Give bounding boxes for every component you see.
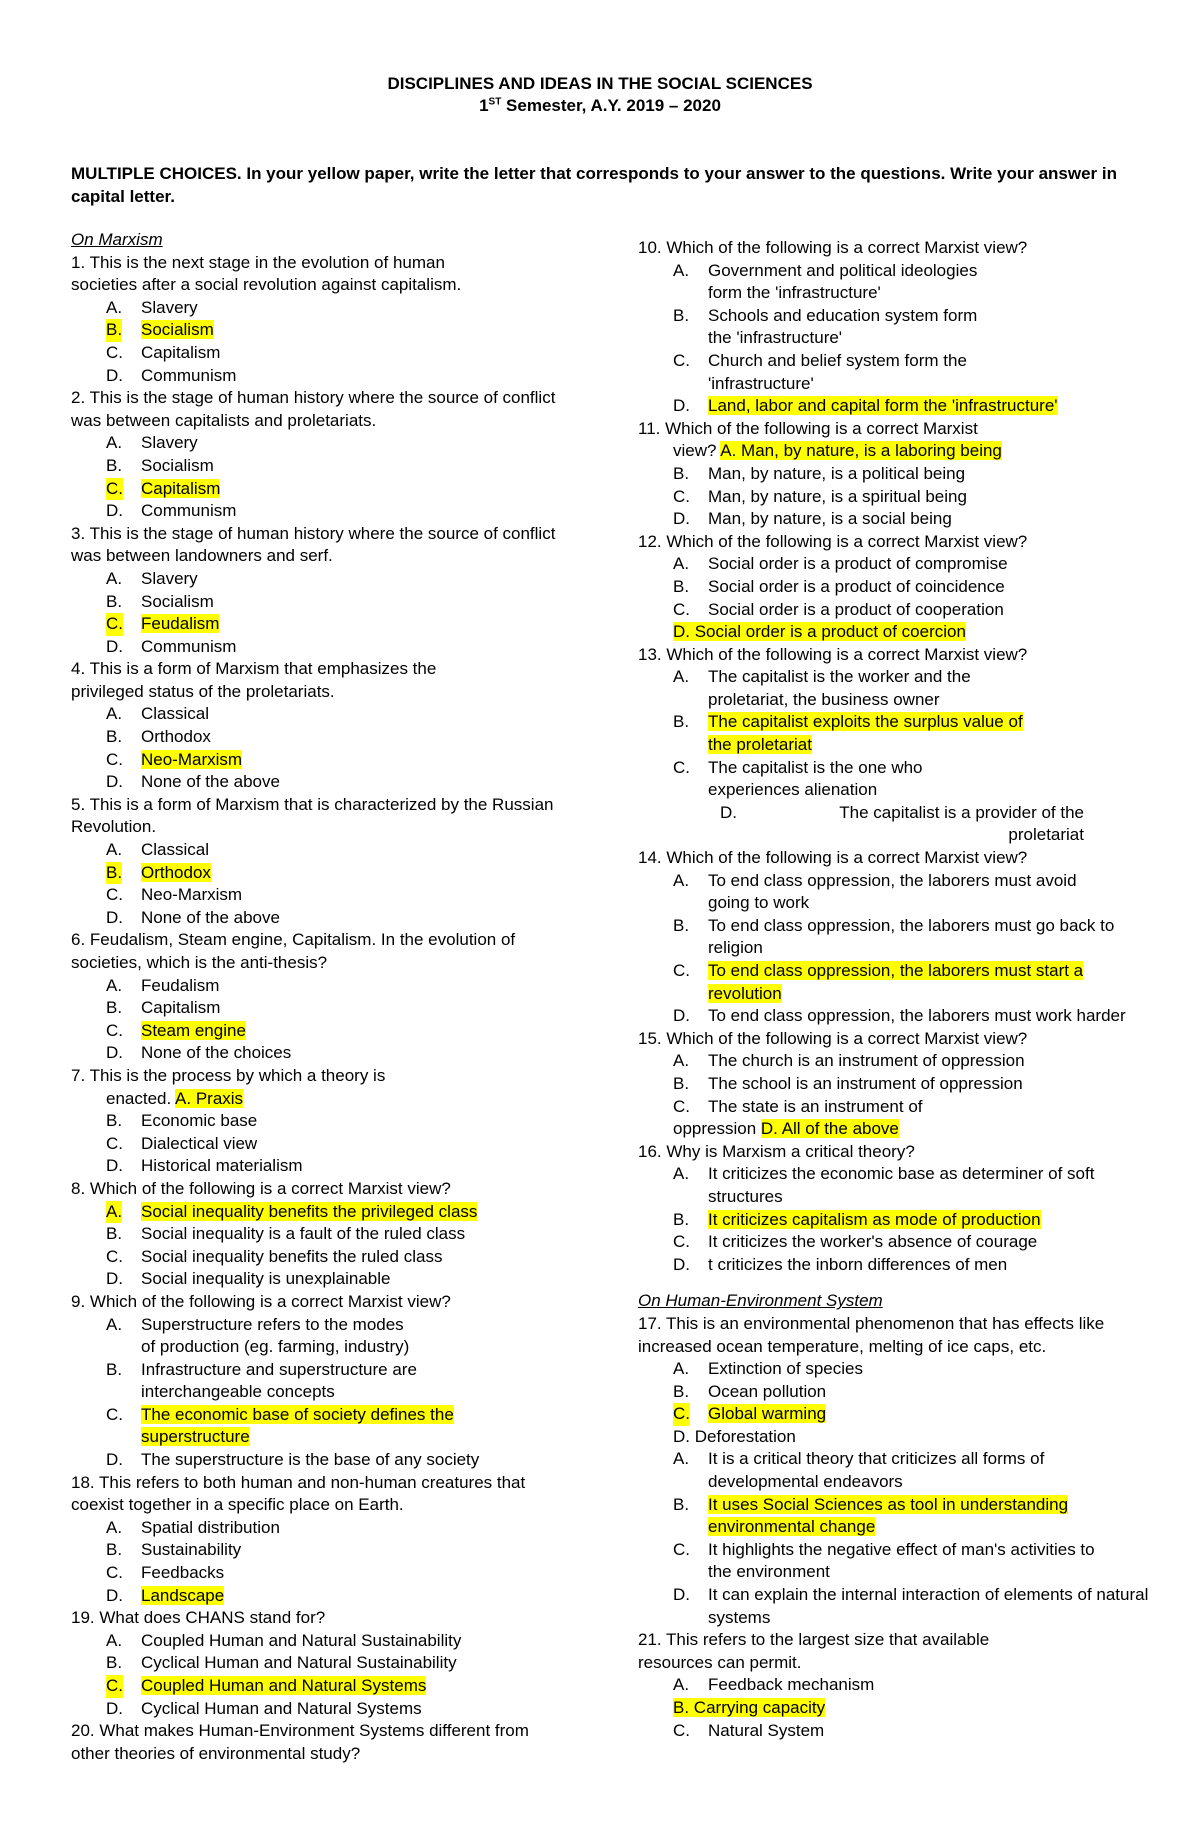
question-stem: 18. This refers to both human and non-human creatures that coexist together in a specific place on Earth. bbox=[71, 1472, 526, 1515]
question-4 bbox=[71, 658, 571, 794]
option-d: D. The superstructure is the base of any society bbox=[106, 1450, 480, 1470]
option-c: C. Social inequality benefits the ruled class bbox=[106, 1246, 443, 1266]
option-a: A. The church is an instrument of oppression bbox=[673, 1051, 1025, 1071]
option-c: C. Capitalism bbox=[106, 342, 221, 362]
option-d: D. Social order is a product of coercion bbox=[673, 622, 966, 642]
option-a: A. Slavery bbox=[106, 433, 198, 453]
question-7 bbox=[71, 1065, 571, 1178]
question-stem: 1. This is the next stage in the evolution of human societies after a social revolution against capitalism. bbox=[71, 252, 462, 295]
option-b: B. Social order is a product of coincidence bbox=[673, 576, 1005, 596]
option-d: D. Landscape bbox=[106, 1585, 225, 1605]
question-stem: 7. This is the process by which a theory is bbox=[71, 1065, 386, 1085]
question-stem: 9. Which of the following is a correct Marxist view? bbox=[71, 1291, 451, 1311]
question-stem: 12. Which of the following is a correct Marxist view? bbox=[638, 531, 1028, 551]
option-a: A. The capitalist is the worker and the proletariat, the business owner bbox=[673, 667, 971, 709]
option-b: B. To end class oppression, the laborers must go back to religion bbox=[673, 915, 1115, 958]
option-b: B. Socialism bbox=[106, 591, 214, 611]
option-a: A. It is a critical theory that criticizes all forms of developmental endeavors bbox=[673, 1449, 1045, 1492]
option-b: B. Orthodox bbox=[106, 727, 211, 747]
question-stem: 11. Which of the following is a correct Marxist bbox=[638, 418, 978, 438]
option-d: D. Communism bbox=[106, 365, 237, 385]
option-a: A. To end class oppression, the laborers must avoid going to work bbox=[673, 870, 1077, 913]
option-b: B. Orthodox bbox=[71, 862, 571, 885]
option-d: D. Social inequality is unexplainable bbox=[106, 1269, 391, 1289]
option-b: B. Ocean pollution bbox=[673, 1381, 827, 1401]
question-stem: 13. Which of the following is a correct Marxist view? bbox=[638, 644, 1028, 664]
question-stem: 20. What makes Human-Environment Systems different from other theories of environmental study? bbox=[71, 1721, 529, 1763]
document-title: DISCIPLINES AND IDEAS IN THE SOCIAL SCIENCES bbox=[387, 74, 813, 93]
question-20 bbox=[71, 1720, 571, 1765]
option-d: D. Cyclical Human and Natural Systems bbox=[106, 1698, 422, 1718]
option-b: B. Infrastructure and superstructure are interchangeable concepts bbox=[106, 1359, 417, 1402]
question-stem: 15. Which of the following is a correct Marxist view? bbox=[638, 1028, 1028, 1048]
option-c: C. Social order is a product of cooperation bbox=[673, 599, 1004, 619]
option-b: B. It criticizes capitalism as mode of production bbox=[673, 1209, 1041, 1229]
question-stem: 14. Which of the following is a correct Marxist view? bbox=[638, 848, 1028, 868]
option-c: C. Neo-Marxism bbox=[106, 749, 243, 769]
option-a: A. Social inequality benefits the privileged class bbox=[71, 1201, 571, 1224]
question-stem: 4. This is a form of Marxism that emphasizes the privileged status of the proletariats. bbox=[71, 659, 437, 701]
option-a: A. Slavery bbox=[106, 568, 198, 588]
option-c: C. To end class oppression, the laborers must start a revolution bbox=[673, 961, 1084, 1003]
topic-heading: On Marxism bbox=[71, 230, 163, 249]
question-12 bbox=[638, 531, 1148, 644]
option-c: C. Global warming bbox=[638, 1403, 1148, 1426]
option-b: B. Social inequality is a fault of the ruled class bbox=[106, 1224, 466, 1244]
option-d: oppression D. All of the above bbox=[673, 1119, 899, 1139]
question-14 bbox=[638, 847, 1148, 1028]
option-c: C. Natural System bbox=[673, 1720, 825, 1740]
option-d: D. Man, by nature, is a social being bbox=[673, 509, 952, 529]
instructions: MULTIPLE CHOICES. In your yellow paper, write the letter that corresponds to your answer to the questions. Write your answer in capital letter. bbox=[71, 164, 1117, 206]
question-stem: 8. Which of the following is a correct Marxist view? bbox=[71, 1178, 451, 1198]
option-b: B. Schools and education system form the 'infrastructure' bbox=[673, 305, 978, 348]
question-17 bbox=[638, 1313, 1148, 1449]
option-c: C. Man, by nature, is a spiritual being bbox=[673, 486, 967, 506]
question-6 bbox=[71, 929, 571, 1065]
semester-text: Semester, A.Y. 2019 – 2020 bbox=[501, 96, 721, 115]
question-1 bbox=[71, 252, 571, 388]
right-column bbox=[638, 237, 1148, 1742]
left-column bbox=[71, 229, 571, 1765]
option-a: A. Feudalism bbox=[106, 975, 220, 995]
question-stem: 2. This is the stage of human history where the source of conflict was between capitalists and proletariats. bbox=[71, 388, 556, 430]
question-10 bbox=[638, 237, 1148, 418]
question-8 bbox=[71, 1178, 571, 1291]
question-21 bbox=[638, 1629, 1148, 1742]
option-a: A. Social order is a product of compromise bbox=[673, 554, 1008, 574]
option-d: D. Land, labor and capital form the 'infrastructure' bbox=[673, 396, 1058, 416]
option-b: B. The school is an instrument of oppression bbox=[673, 1073, 1023, 1093]
option-d: D. t criticizes the inborn differences of men bbox=[673, 1254, 1008, 1274]
option-b: B. Capitalism bbox=[106, 998, 221, 1018]
option-c: C. Feudalism bbox=[71, 613, 571, 636]
option-a: A. Feedback mechanism bbox=[673, 1675, 875, 1695]
option-b: B. Carrying capacity bbox=[673, 1698, 826, 1717]
option-a: A. Coupled Human and Natural Sustainability bbox=[106, 1630, 462, 1650]
option-a: A. Spatial distribution bbox=[106, 1517, 280, 1537]
option-b: B. It uses Social Sciences as tool in understanding environmental change bbox=[673, 1494, 1069, 1537]
option-a: A. Classical bbox=[106, 704, 210, 724]
option-c: C. The capitalist is the one who experiences alienation bbox=[673, 757, 923, 800]
question-stem: 16. Why is Marxism a critical theory? bbox=[638, 1141, 915, 1161]
semester-ordinal: ST bbox=[488, 96, 502, 108]
option-d: D. Historical materialism bbox=[106, 1156, 303, 1176]
question-15 bbox=[638, 1028, 1148, 1141]
question-11 bbox=[638, 418, 1148, 531]
option-c: C. The state is an instrument of bbox=[673, 1096, 923, 1116]
option-c: C. Neo-Marxism bbox=[106, 885, 243, 905]
topic-heading-2: On Human-Environment System bbox=[638, 1291, 883, 1311]
option-c: C. It criticizes the worker's absence of courage bbox=[673, 1232, 1038, 1252]
option-a: A. Slavery bbox=[106, 297, 198, 317]
option-b: B. Socialism bbox=[106, 455, 214, 475]
question-3 bbox=[71, 523, 571, 659]
question-stem-cont: view? A. Man, by nature, is a laboring being bbox=[673, 441, 1002, 461]
question-19 bbox=[71, 1607, 571, 1720]
question-stem: 21. This refers to the largest size that available resources can permit. bbox=[638, 1630, 990, 1672]
option-c: C. It highlights the negative effect of man's activities to the environment bbox=[673, 1539, 1095, 1582]
option-c: C. Dialectical view bbox=[106, 1133, 258, 1153]
question-13 bbox=[638, 644, 1148, 847]
question-stem: 17. This is an environmental phenomenon that has effects like increased ocean temperature, melting of ice caps, etc. bbox=[638, 1313, 1105, 1356]
option-c: C. Capitalism bbox=[71, 478, 571, 501]
semester-number: 1 bbox=[479, 96, 489, 115]
question-9 bbox=[71, 1291, 571, 1472]
option-b: B. Socialism bbox=[71, 319, 571, 342]
option-d: D. Communism bbox=[106, 636, 237, 656]
question-18 bbox=[71, 1472, 571, 1608]
option-b: B. Man, by nature, is a political being bbox=[673, 463, 966, 483]
option-a: A. Superstructure refers to the modes of production (eg. farming, industry) bbox=[106, 1314, 410, 1357]
option-b: B. Economic base bbox=[106, 1111, 258, 1131]
option-a: A. It criticizes the economic base as determiner of soft structures bbox=[673, 1164, 1095, 1206]
question-stem: 19. What does CHANS stand for? bbox=[71, 1608, 326, 1628]
option-d: D. None of the choices bbox=[106, 1043, 292, 1063]
answer-a: A. Man, by nature, is a laboring being bbox=[720, 441, 1002, 461]
option-b: B. The capitalist exploits the surplus value of the proletariat bbox=[673, 712, 1023, 755]
answer-a: A. Praxis bbox=[175, 1088, 244, 1108]
question-stem-cont: enacted. A. Praxis bbox=[106, 1088, 244, 1108]
option-d: D. None of the above bbox=[106, 907, 280, 927]
question-stem: 10. Which of the following is a correct Marxist view? bbox=[638, 238, 1028, 257]
option-c: C. Church and belief system form the 'infrastructure' bbox=[673, 350, 967, 393]
option-d: D. To end class oppression, the laborers must work harder bbox=[673, 1006, 1126, 1026]
option-a: A. Extinction of species bbox=[673, 1359, 863, 1379]
option-a: A. Classical bbox=[106, 840, 210, 860]
option-c: C. The economic base of society defines the superstructure bbox=[106, 1404, 454, 1447]
question-2 bbox=[71, 387, 571, 523]
option-b: B. Cyclical Human and Natural Sustainability bbox=[106, 1653, 457, 1673]
option-c: C. Steam engine bbox=[106, 1020, 246, 1040]
question-stem: 3. This is the stage of human history where the source of conflict was between landowners and serf. bbox=[71, 523, 556, 566]
option-c: C. Feedbacks bbox=[106, 1563, 225, 1583]
question-stem: 6. Feudalism, Steam engine, Capitalism. In the evolution of societies, which is the anti-thesis? bbox=[71, 930, 516, 972]
option-a: A. Government and political ideologies form the 'infrastructure' bbox=[673, 260, 978, 303]
semester-line bbox=[0, 96, 1200, 116]
option-d: D. None of the above bbox=[106, 772, 280, 792]
option-b: B. Sustainability bbox=[106, 1540, 242, 1560]
option-d: D. Communism bbox=[106, 501, 237, 521]
option-d: D. The capitalist is a provider of the proletariat bbox=[720, 802, 1084, 845]
question-stem: 5. This is a form of Marxism that is characterized by the Russian Revolution. bbox=[71, 794, 554, 837]
option-d: D. It can explain the internal interaction of elements of natural systems bbox=[673, 1585, 1149, 1627]
question-5 bbox=[71, 794, 571, 930]
option-c: C. Coupled Human and Natural Systems bbox=[71, 1675, 571, 1698]
question-16 bbox=[638, 1141, 1148, 1277]
question-20-options bbox=[638, 1448, 1148, 1629]
option-d: D. Deforestation bbox=[673, 1426, 796, 1446]
